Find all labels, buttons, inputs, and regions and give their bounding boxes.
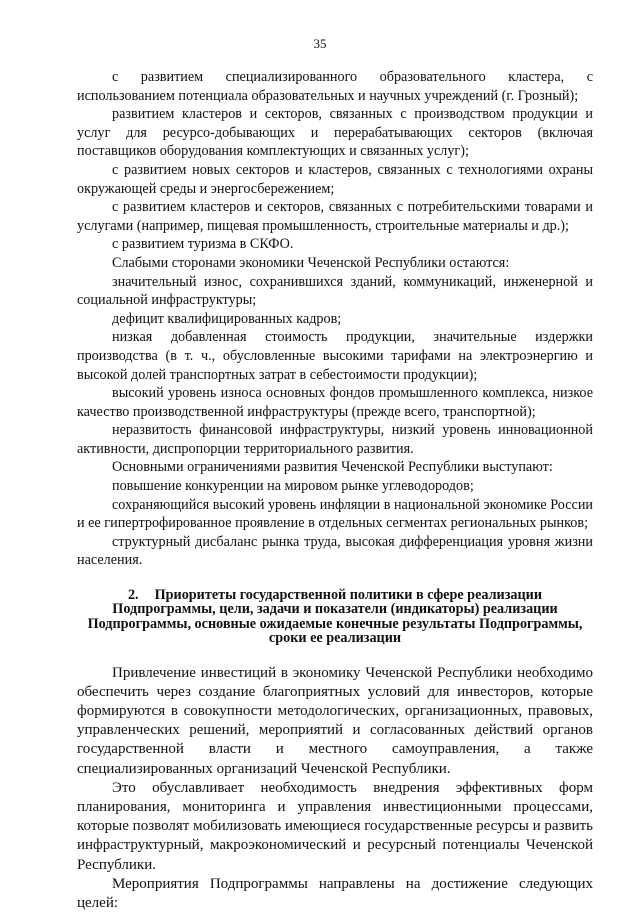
- section-title: Приоритеты государственной политики в сфере реализации Подпрограммы, цели, задачи и показатели (индикаторы) реализации Подпрограммы, основные ожидаемые конечные результаты Подпрограммы, сроки ее реализации: [87, 587, 583, 647]
- paragraph: развитием кластеров и секторов, связанных с производством продукции и услуг для ресурсо-добывающих и перерабатывающих секторов (включая поставщиков оборудования комплектующих и связанных услуг);: [77, 106, 593, 160]
- section-2: [77, 664, 593, 913]
- paragraph: с развитием туризма в СКФО.: [112, 236, 294, 253]
- paragraph: с развитием специализированного образовательного кластера, с использованием потенциала образовательных и научных учреждений (г. Грозный);: [77, 69, 593, 104]
- paragraph: структурный дисбаланс рынка труда, высокая дифференциация уровня жизни населения.: [77, 533, 593, 569]
- paragraph: высокий уровень износа основных фондов промышленного комплекса, низкое качество производственной инфраструктуры (прежде всего, транспортной);: [77, 385, 593, 420]
- paragraph: Это обуславливает необходимость внедрения эффективных форм планирования, мониторинга и управления инвестиционными процессами, которые позволят мобилизовать имеющиеся государственные ресурсы и развить инфраструктурный, макроэкономический и ресурсный потенциалы Чеченской Республики.: [77, 779, 593, 873]
- document-body: [77, 68, 593, 913]
- section-1: [77, 68, 593, 570]
- paragraph: сохраняющийся высокий уровень инфляции в национальной экономике России и ее гипертрофированное проявление в отдельных сегментах региональных рынков;: [77, 496, 594, 532]
- paragraph: Слабыми сторонами экономики Чеченской Республики остаются:: [112, 254, 510, 271]
- paragraph: Мероприятия Подпрограммы направлены на достижение следующих целей:: [77, 875, 593, 912]
- paragraph: с развитием кластеров и секторов, связанных с потребительскими товарами и услугами (например, пищевая промышленность, строительные материалы и др.);: [77, 199, 593, 234]
- section-heading: [77, 588, 593, 646]
- page-number: 35: [313, 36, 327, 51]
- paragraph: низкая добавленная стоимость продукции, значительные издержки производства (в т. ч., обусловленные высокими тарифами на электроэнергию и высокой долей транспортных затрат в себестоимости продукции);: [77, 329, 593, 383]
- paragraph: значительный износ, сохранившихся зданий, коммуникаций, инженерной и социальной инфраструктуры;: [77, 273, 593, 309]
- paragraph: Привлечение инвестиций в экономику Чеченской Республики необходимо обеспечить через создание благоприятных условий для инвесторов, которые формируются в совокупности методологических, организационных, правовых, управленческих решений, мероприятий и согласованных действий органов государственной власти и местного самоуправления, а также специализированных организаций Чеченской Республики.: [77, 664, 593, 777]
- paragraph: с развитием новых секторов и кластеров, связанных с технологиями охраны окружающей среды и энергосбережением;: [77, 161, 593, 197]
- section-number: 2.: [127, 587, 139, 604]
- paragraph: повышение конкуренции на мировом рынке углеводородов;: [112, 478, 474, 495]
- paragraph: Основными ограничениями развития Чеченской Республики выступают:: [112, 459, 553, 476]
- paragraph: неразвитость финансовой инфраструктуры, низкий уровень инновационной активности, диспропорции территориального развития.: [77, 422, 593, 457]
- paragraph: дефицит квалифицированных кадров;: [112, 310, 342, 327]
